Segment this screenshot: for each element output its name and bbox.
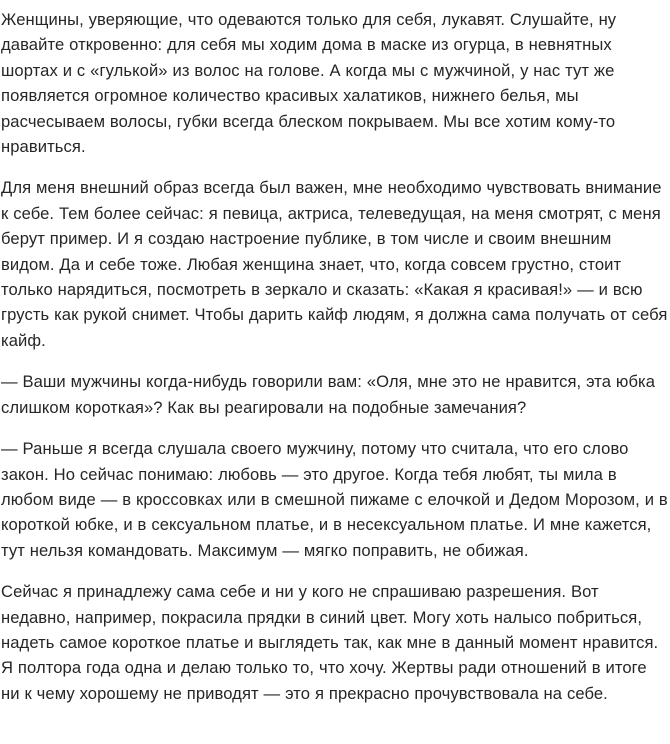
interview-answer-paragraph: — Раньше я всегда слушала своего мужчину, потому что считала, что его слово закон. Но сейчас понимаю: любовь — это другое. Когда тебя любят, ты мила в любом виде — в кроссовках или в смешной пижаме с елочкой и Дедом Морозом, и в короткой юбке, и в сексуальном платье, и в несексуальном платье. И мне кажется, тут нельзя командовать. Максимум — мягко поправить, не обижая. <box>1 439 668 560</box>
article-paragraph: Сейчас я принадлежу сама себе и ни у кого не спрашиваю разрешения. Вот недавно, например, покрасила прядки в синий цвет. Могу хоть налысо побриться, надеть самое короткое платье и выглядеть так, как мне в данный момент нравится. Я полтора года одна и делаю только то, что хочу. Жертвы ради отношений в итоге ни к чему хорошему не приводят — это я прекрасно прочувствовала на себе. <box>1 582 659 703</box>
article-body <box>0 7 670 706</box>
interview-question-paragraph: — Ваши мужчины когда-нибудь говорили вам: «Оля, мне это не нравится, эта юбка слишком короткая»? Как вы реагировали на подобные замечания? <box>1 372 656 417</box>
article-paragraph: Женщины, уверяющие, что одеваются только для себя, лукавят. Слушайте, ну давайте откровенно: для себя мы ходим дома в маске из огурца, в невнятных шортах и с «гулькой» из волос на голове. А когда мы с мужчиной, у нас тут же появляется огромное количество красивых халатиков, нижнего белья, мы расчесываем волосы, губки всегда блеском покрываем. Мы все хотим кому-то нравиться. <box>1 10 617 157</box>
article-paragraph: Для меня внешний образ всегда был важен, мне необходимо чувствовать внимание к себе. Тем более сейчас: я певица, актриса, телеведущая, на меня смотрят, с меня берут пример. И я создаю настроение публике, в том числе и своим внешним видом. Да и себе тоже. Любая женщина знает, что, когда совсем грустно, стоит только нарядиться, посмотреть в зеркало и сказать: «Какая я красивая!» — и всю грусть как рукой снимет. Чтобы дарить кайф людям, я должна сама получать от себя кайф. <box>1 178 668 350</box>
